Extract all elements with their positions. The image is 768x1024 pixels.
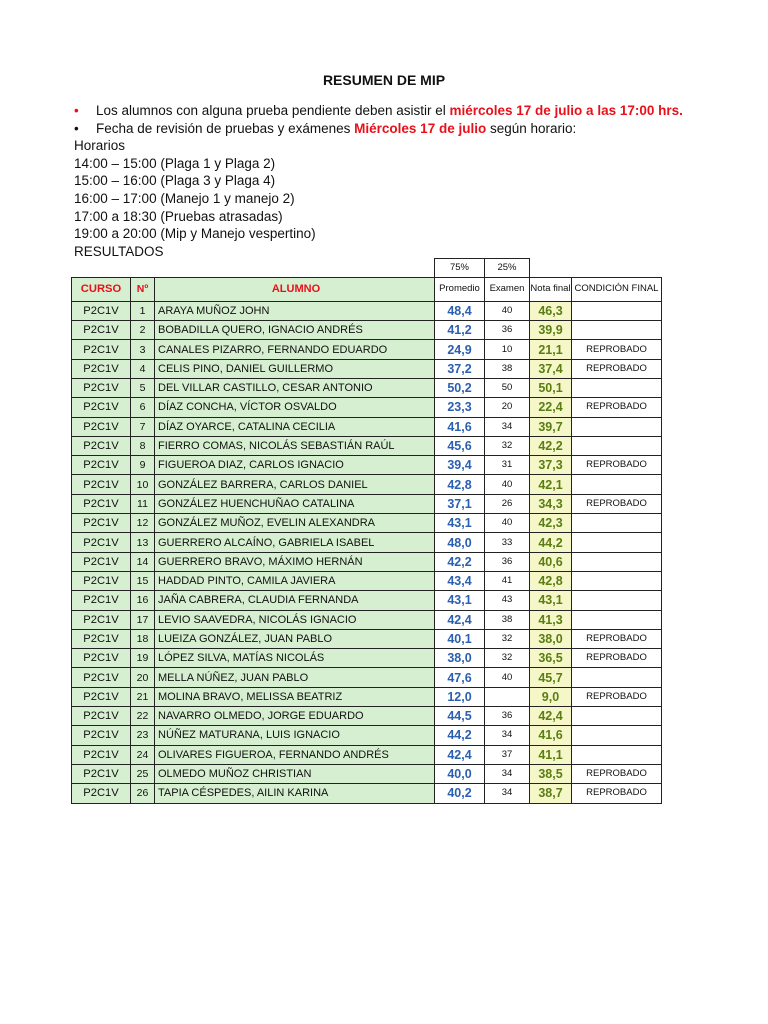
cell-nota-final: 42,8 bbox=[530, 571, 572, 590]
cell-examen: 34 bbox=[485, 726, 530, 745]
cell-promedio: 43,4 bbox=[435, 571, 485, 590]
schedule-line: 15:00 – 16:00 (Plaga 3 y Plaga 4) bbox=[74, 173, 276, 189]
cell-promedio: 43,1 bbox=[435, 591, 485, 610]
cell-alumno: OLMEDO MUÑOZ CHRISTIAN bbox=[155, 764, 435, 783]
results-heading: RESULTADOS bbox=[74, 243, 164, 259]
cell-examen: 10 bbox=[485, 340, 530, 359]
schedule-line: 16:00 – 17:00 (Manejo 1 y manejo 2) bbox=[74, 190, 295, 206]
table-row bbox=[72, 301, 662, 320]
cell-num: 24 bbox=[131, 745, 155, 764]
spacer-cell bbox=[131, 259, 155, 278]
results-table-body bbox=[72, 259, 662, 804]
cell-num: 8 bbox=[131, 436, 155, 455]
cell-curso: P2C1V bbox=[72, 475, 131, 494]
cell-condicion bbox=[572, 552, 662, 571]
cell-alumno: GONZÁLEZ HUENCHUÑAO CATALINA bbox=[155, 494, 435, 513]
cell-num: 7 bbox=[131, 417, 155, 436]
cell-examen: 20 bbox=[485, 398, 530, 417]
schedule-heading: Horarios bbox=[74, 138, 126, 154]
bullet-highlight: Miércoles 17 de julio bbox=[354, 120, 487, 136]
spacer-cell bbox=[530, 259, 572, 278]
cell-condicion bbox=[572, 533, 662, 552]
cell-examen: 36 bbox=[485, 707, 530, 726]
weights-row bbox=[72, 259, 662, 278]
cell-curso: P2C1V bbox=[72, 398, 131, 417]
cell-num: 25 bbox=[131, 764, 155, 783]
cell-num: 10 bbox=[131, 475, 155, 494]
cell-nota-final: 9,0 bbox=[530, 687, 572, 706]
cell-promedio: 42,8 bbox=[435, 475, 485, 494]
cell-promedio: 45,6 bbox=[435, 436, 485, 455]
cell-alumno: NÚÑEZ MATURANA, LUIS IGNACIO bbox=[155, 726, 435, 745]
bullet-highlight: miércoles 17 de julio a las 17:00 hrs. bbox=[449, 103, 683, 118]
document-title: RESUMEN DE MIP bbox=[322, 72, 446, 88]
cell-promedio: 50,2 bbox=[435, 378, 485, 397]
cell-examen: 36 bbox=[485, 552, 530, 571]
cell-condicion: REPROBADO bbox=[572, 398, 662, 417]
cell-nota-final: 42,1 bbox=[530, 475, 572, 494]
cell-alumno: MOLINA BRAVO, MELISSA BEATRIZ bbox=[155, 687, 435, 706]
cell-num: 11 bbox=[131, 494, 155, 513]
cell-promedio: 24,9 bbox=[435, 340, 485, 359]
cell-curso: P2C1V bbox=[72, 359, 131, 378]
cell-promedio: 48,0 bbox=[435, 533, 485, 552]
cell-num: 23 bbox=[131, 726, 155, 745]
cell-curso: P2C1V bbox=[72, 745, 131, 764]
cell-curso: P2C1V bbox=[72, 629, 131, 648]
cell-examen: 32 bbox=[485, 436, 530, 455]
cell-curso: P2C1V bbox=[72, 552, 131, 571]
cell-condicion bbox=[572, 436, 662, 455]
header-examen: Examen bbox=[485, 277, 530, 301]
cell-num: 6 bbox=[131, 398, 155, 417]
table-row bbox=[72, 321, 662, 340]
cell-condicion: REPROBADO bbox=[572, 629, 662, 648]
cell-nota-final: 39,7 bbox=[530, 417, 572, 436]
cell-examen: 32 bbox=[485, 629, 530, 648]
spacer-cell bbox=[155, 259, 435, 278]
table-row bbox=[72, 514, 662, 533]
weight-promedio: 75% bbox=[435, 259, 485, 278]
cell-alumno: GUERRERO BRAVO, MÁXIMO HERNÁN bbox=[155, 552, 435, 571]
cell-condicion bbox=[572, 610, 662, 629]
cell-alumno: CELIS PINO, DANIEL GUILLERMO bbox=[155, 359, 435, 378]
cell-condicion: REPROBADO bbox=[572, 784, 662, 803]
cell-examen: 34 bbox=[485, 784, 530, 803]
table-row bbox=[72, 456, 662, 475]
cell-alumno: LEVIO SAAVEDRA, NICOLÁS IGNACIO bbox=[155, 610, 435, 629]
table-row bbox=[72, 552, 662, 571]
cell-promedio: 23,3 bbox=[435, 398, 485, 417]
table-row bbox=[72, 533, 662, 552]
bullet-text: Los alumnos con alguna prueba pendiente deben asistir el bbox=[96, 103, 450, 118]
cell-num: 3 bbox=[131, 340, 155, 359]
cell-promedio: 42,4 bbox=[435, 745, 485, 764]
table-row bbox=[72, 745, 662, 764]
cell-promedio: 42,4 bbox=[435, 610, 485, 629]
cell-alumno: HADDAD PINTO, CAMILA JAVIERA bbox=[155, 571, 435, 590]
cell-condicion: REPROBADO bbox=[572, 649, 662, 668]
cell-condicion bbox=[572, 475, 662, 494]
cell-promedio: 40,0 bbox=[435, 764, 485, 783]
cell-curso: P2C1V bbox=[72, 726, 131, 745]
cell-nota-final: 42,3 bbox=[530, 514, 572, 533]
cell-condicion bbox=[572, 726, 662, 745]
cell-curso: P2C1V bbox=[72, 514, 131, 533]
cell-nota-final: 38,7 bbox=[530, 784, 572, 803]
cell-curso: P2C1V bbox=[72, 436, 131, 455]
table-row bbox=[72, 378, 662, 397]
cell-condicion: REPROBADO bbox=[572, 687, 662, 706]
cell-examen: 31 bbox=[485, 456, 530, 475]
table-row bbox=[72, 649, 662, 668]
table-row bbox=[72, 784, 662, 803]
cell-alumno: BOBADILLA QUERO, IGNACIO ANDRÉS bbox=[155, 321, 435, 340]
cell-promedio: 44,2 bbox=[435, 726, 485, 745]
cell-num: 20 bbox=[131, 668, 155, 687]
cell-condicion bbox=[572, 571, 662, 590]
bullet-icon: • bbox=[74, 120, 79, 136]
cell-num: 22 bbox=[131, 707, 155, 726]
table-row bbox=[72, 591, 662, 610]
cell-promedio: 41,2 bbox=[435, 321, 485, 340]
cell-nota-final: 40,6 bbox=[530, 552, 572, 571]
spacer-cell bbox=[72, 259, 131, 278]
cell-examen: 26 bbox=[485, 494, 530, 513]
cell-nota-final: 39,9 bbox=[530, 321, 572, 340]
table-row bbox=[72, 707, 662, 726]
cell-examen: 38 bbox=[485, 359, 530, 378]
cell-promedio: 41,6 bbox=[435, 417, 485, 436]
cell-promedio: 38,0 bbox=[435, 649, 485, 668]
weight-examen: 25% bbox=[485, 259, 530, 278]
cell-examen: 40 bbox=[485, 301, 530, 320]
cell-promedio: 43,1 bbox=[435, 514, 485, 533]
cell-nota-final: 37,3 bbox=[530, 456, 572, 475]
cell-alumno: MELLA NÚÑEZ, JUAN PABLO bbox=[155, 668, 435, 687]
cell-promedio: 44,5 bbox=[435, 707, 485, 726]
cell-num: 2 bbox=[131, 321, 155, 340]
cell-condicion bbox=[572, 514, 662, 533]
spacer-cell bbox=[572, 259, 662, 278]
cell-nota-final: 43,1 bbox=[530, 591, 572, 610]
cell-num: 26 bbox=[131, 784, 155, 803]
cell-nota-final: 50,1 bbox=[530, 378, 572, 397]
cell-promedio: 40,2 bbox=[435, 784, 485, 803]
cell-promedio: 37,2 bbox=[435, 359, 485, 378]
cell-alumno: OLIVARES FIGUEROA, FERNANDO ANDRÉS bbox=[155, 745, 435, 764]
cell-nota-final: 42,2 bbox=[530, 436, 572, 455]
cell-condicion bbox=[572, 378, 662, 397]
cell-condicion bbox=[572, 321, 662, 340]
cell-condicion: REPROBADO bbox=[572, 764, 662, 783]
cell-num: 18 bbox=[131, 629, 155, 648]
cell-promedio: 47,6 bbox=[435, 668, 485, 687]
cell-promedio: 40,1 bbox=[435, 629, 485, 648]
cell-examen: 40 bbox=[485, 475, 530, 494]
cell-curso: P2C1V bbox=[72, 649, 131, 668]
cell-curso: P2C1V bbox=[72, 764, 131, 783]
cell-examen: 34 bbox=[485, 417, 530, 436]
cell-condicion bbox=[572, 591, 662, 610]
cell-alumno: LÓPEZ SILVA, MATÍAS NICOLÁS bbox=[155, 649, 435, 668]
table-row bbox=[72, 475, 662, 494]
table-row bbox=[72, 359, 662, 378]
header-alumno: ALUMNO bbox=[155, 277, 435, 301]
cell-num: 1 bbox=[131, 301, 155, 320]
cell-curso: P2C1V bbox=[72, 571, 131, 590]
cell-examen: 34 bbox=[485, 764, 530, 783]
cell-num: 17 bbox=[131, 610, 155, 629]
cell-alumno: GONZÁLEZ MUÑOZ, EVELIN ALEXANDRA bbox=[155, 514, 435, 533]
bullet-item bbox=[74, 102, 683, 120]
cell-curso: P2C1V bbox=[72, 707, 131, 726]
cell-alumno: NAVARRO OLMEDO, JORGE EDUARDO bbox=[155, 707, 435, 726]
cell-promedio: 37,1 bbox=[435, 494, 485, 513]
bullet-item bbox=[74, 120, 683, 138]
table-row bbox=[72, 398, 662, 417]
cell-examen: 40 bbox=[485, 514, 530, 533]
cell-alumno: GUERRERO ALCAÍNO, GABRIELA ISABEL bbox=[155, 533, 435, 552]
cell-alumno: ARAYA MUÑOZ JOHN bbox=[155, 301, 435, 320]
table-row bbox=[72, 610, 662, 629]
cell-condicion: REPROBADO bbox=[572, 494, 662, 513]
cell-alumno: FIGUEROA DIAZ, CARLOS IGNACIO bbox=[155, 456, 435, 475]
cell-curso: P2C1V bbox=[72, 668, 131, 687]
cell-condicion bbox=[572, 707, 662, 726]
schedule-line: 19:00 a 20:00 (Mip y Manejo vespertino) bbox=[74, 226, 316, 242]
table-row bbox=[72, 668, 662, 687]
cell-condicion: REPROBADO bbox=[572, 340, 662, 359]
table-row bbox=[72, 726, 662, 745]
table-row bbox=[72, 436, 662, 455]
cell-curso: P2C1V bbox=[72, 456, 131, 475]
cell-condicion bbox=[572, 301, 662, 320]
table-row bbox=[72, 571, 662, 590]
cell-num: 5 bbox=[131, 378, 155, 397]
cell-num: 16 bbox=[131, 591, 155, 610]
cell-examen: 33 bbox=[485, 533, 530, 552]
cell-condicion bbox=[572, 745, 662, 764]
cell-promedio: 48,4 bbox=[435, 301, 485, 320]
cell-alumno: CANALES PIZARRO, FERNANDO EDUARDO bbox=[155, 340, 435, 359]
table-row bbox=[72, 340, 662, 359]
cell-alumno: JAÑA CABRERA, CLAUDIA FERNANDA bbox=[155, 591, 435, 610]
cell-condicion bbox=[572, 417, 662, 436]
cell-curso: P2C1V bbox=[72, 417, 131, 436]
cell-num: 14 bbox=[131, 552, 155, 571]
schedule-line: 14:00 – 15:00 (Plaga 1 y Plaga 2) bbox=[74, 155, 276, 171]
cell-nota-final: 22,4 bbox=[530, 398, 572, 417]
cell-condicion: REPROBADO bbox=[572, 456, 662, 475]
bullet-text: Fecha de revisión de pruebas y exámenes bbox=[96, 120, 355, 136]
cell-alumno: TAPIA CÉSPEDES, AILIN KARINA bbox=[155, 784, 435, 803]
cell-num: 4 bbox=[131, 359, 155, 378]
cell-condicion bbox=[572, 668, 662, 687]
cell-examen: 37 bbox=[485, 745, 530, 764]
cell-num: 12 bbox=[131, 514, 155, 533]
results-table bbox=[71, 258, 662, 804]
cell-num: 9 bbox=[131, 456, 155, 475]
cell-alumno: GONZÁLEZ BARRERA, CARLOS DANIEL bbox=[155, 475, 435, 494]
cell-examen: 40 bbox=[485, 668, 530, 687]
cell-alumno: LUEIZA GONZÁLEZ, JUAN PABLO bbox=[155, 629, 435, 648]
header-row bbox=[72, 277, 662, 301]
cell-nota-final: 37,4 bbox=[530, 359, 572, 378]
cell-curso: P2C1V bbox=[72, 784, 131, 803]
cell-nota-final: 41,1 bbox=[530, 745, 572, 764]
cell-nota-final: 36,5 bbox=[530, 649, 572, 668]
cell-examen: 32 bbox=[485, 649, 530, 668]
cell-nota-final: 41,3 bbox=[530, 610, 572, 629]
bullet-text-post: según horario: bbox=[486, 120, 577, 136]
cell-nota-final: 44,2 bbox=[530, 533, 572, 552]
cell-condicion: REPROBADO bbox=[572, 359, 662, 378]
cell-examen: 38 bbox=[485, 610, 530, 629]
cell-curso: P2C1V bbox=[72, 340, 131, 359]
header-num: Nº bbox=[131, 277, 155, 301]
cell-alumno: FIERRO COMAS, NICOLÁS SEBASTIÁN RAÚL bbox=[155, 436, 435, 455]
cell-curso: P2C1V bbox=[72, 687, 131, 706]
cell-curso: P2C1V bbox=[72, 591, 131, 610]
cell-examen: 41 bbox=[485, 571, 530, 590]
bullet-icon: • bbox=[74, 103, 79, 118]
cell-examen: 36 bbox=[485, 321, 530, 340]
table-row bbox=[72, 687, 662, 706]
cell-promedio: 42,2 bbox=[435, 552, 485, 571]
cell-curso: P2C1V bbox=[72, 301, 131, 320]
header-condicion: CONDICIÓN FINAL bbox=[572, 277, 662, 301]
cell-curso: P2C1V bbox=[72, 610, 131, 629]
cell-nota-final: 38,5 bbox=[530, 764, 572, 783]
cell-curso: P2C1V bbox=[72, 494, 131, 513]
cell-alumno: DEL VILLAR CASTILLO, CESAR ANTONIO bbox=[155, 378, 435, 397]
cell-examen: 50 bbox=[485, 378, 530, 397]
cell-alumno: DÍAZ OYARCE, CATALINA CECILIA bbox=[155, 417, 435, 436]
table-row bbox=[72, 629, 662, 648]
cell-curso: P2C1V bbox=[72, 378, 131, 397]
cell-nota-final: 34,3 bbox=[530, 494, 572, 513]
header-promedio: Promedio bbox=[435, 277, 485, 301]
cell-nota-final: 46,3 bbox=[530, 301, 572, 320]
cell-nota-final: 41,6 bbox=[530, 726, 572, 745]
cell-nota-final: 45,7 bbox=[530, 668, 572, 687]
cell-nota-final: 38,0 bbox=[530, 629, 572, 648]
cell-nota-final: 42,4 bbox=[530, 707, 572, 726]
cell-num: 13 bbox=[131, 533, 155, 552]
table-row bbox=[72, 494, 662, 513]
header-nota-final: Nota final bbox=[530, 277, 572, 301]
cell-num: 21 bbox=[131, 687, 155, 706]
table-row bbox=[72, 417, 662, 436]
schedule-line: 17:00 a 18:30 (Pruebas atrasadas) bbox=[74, 208, 283, 224]
cell-num: 19 bbox=[131, 649, 155, 668]
cell-curso: P2C1V bbox=[72, 321, 131, 340]
cell-promedio: 39,4 bbox=[435, 456, 485, 475]
cell-num: 15 bbox=[131, 571, 155, 590]
cell-promedio: 12,0 bbox=[435, 687, 485, 706]
cell-nota-final: 21,1 bbox=[530, 340, 572, 359]
table-row bbox=[72, 764, 662, 783]
cell-alumno: DÍAZ CONCHA, VÍCTOR OSVALDO bbox=[155, 398, 435, 417]
header-curso: CURSO bbox=[72, 277, 131, 301]
cell-examen: 43 bbox=[485, 591, 530, 610]
cell-examen bbox=[485, 687, 530, 706]
info-section bbox=[74, 102, 683, 260]
cell-curso: P2C1V bbox=[72, 533, 131, 552]
